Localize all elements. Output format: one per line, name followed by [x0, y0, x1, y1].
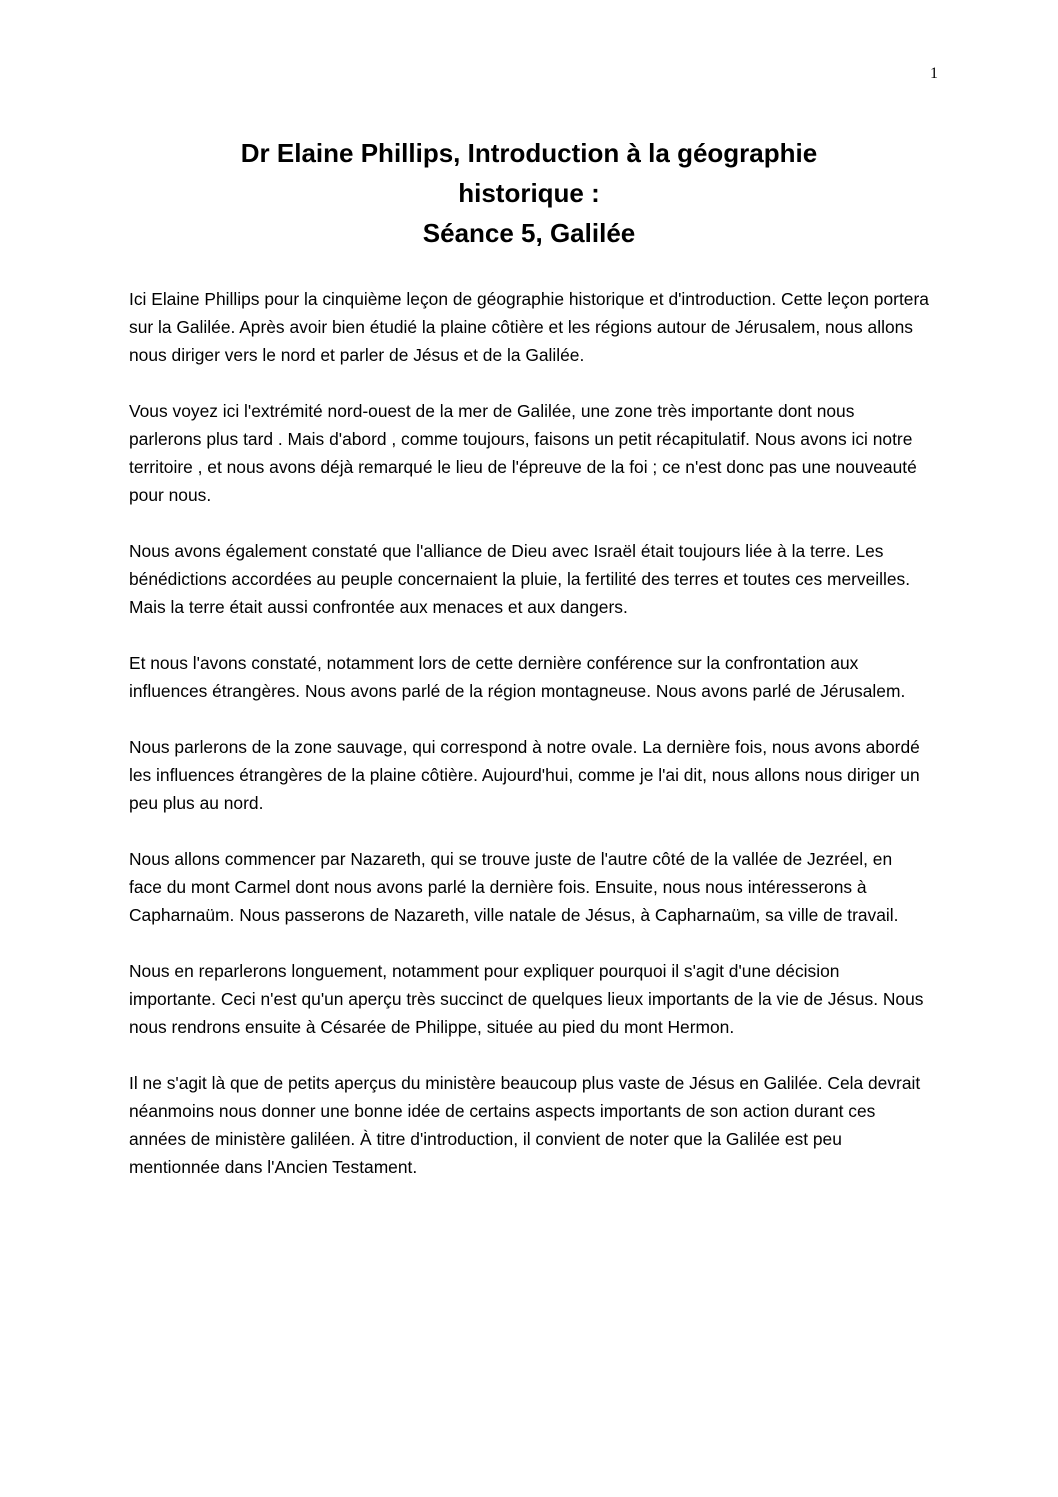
document-body	[129, 285, 929, 1209]
title-line-1: Dr Elaine Phillips, Introduction à la géographie	[240, 138, 818, 168]
paragraph-8: Il ne s'agit là que de petits aperçus du ministère beaucoup plus vaste de Jésus en Galilée. Cela devrait néanmoins nous donner une bonne idée de certains aspects importants de son action durant ces années de ministère galiléen. À titre d'introduction, il convient de noter que la Galilée est peu mentionnée dans l'Ancien Testament.	[129, 1073, 921, 1177]
paragraph-6: Nous allons commencer par Nazareth, qui se trouve juste de l'autre côté de la vallée de Jezréel, en face du mont Carmel dont nous avons parlé la dernière fois. Ensuite, nous nous intéresserons à Capharnaüm. Nous passerons de Nazareth, ville natale de Jésus, à Capharnaüm, sa ville de travail.	[129, 849, 899, 925]
page-number: 1	[930, 65, 938, 82]
paragraph-3: Nous avons également constaté que l'alliance de Dieu avec Israël était toujours liée à la terre. Les bénédictions accordées au peuple concernaient la pluie, la fertilité des terres et toutes ces merveilles. Mais la terre était aussi confrontée aux menaces et aux dangers.	[129, 541, 911, 617]
paragraph-2: Vous voyez ici l'extrémité nord-ouest de la mer de Galilée, une zone très importante dont nous parlerons plus tard . Mais d'abord , comme toujours, faisons un petit récapitulatif. Nous avons ici notre territoire , et nous avons déjà remarqué le lieu de l'épreuve de la foi ; ce n'est donc pas une nouveauté pour nous.	[129, 401, 917, 505]
paragraph-4: Et nous l'avons constaté, notamment lors de cette dernière conférence sur la confrontation aux influences étrangères. Nous avons parlé de la région montagneuse. Nous avons parlé de Jérusalem.	[129, 653, 906, 701]
document-title	[100, 133, 958, 253]
title-line-2: historique :	[458, 178, 600, 208]
paragraph-7: Nous en reparlerons longuement, notamment pour expliquer pourquoi il s'agit d'une décision importante. Ceci n'est qu'un aperçu très succinct de quelques lieux importants de la vie de Jésus. Nous nous rendrons ensuite à Césarée de Philippe, située au pied du mont Hermon.	[129, 961, 924, 1037]
paragraph-5: Nous parlerons de la zone sauvage, qui correspond à notre ovale. La dernière fois, nous avons abordé les influences étrangères de la plaine côtière. Aujourd'hui, comme je l'ai dit, nous allons nous diriger un peu plus au nord.	[129, 737, 920, 813]
paragraph-1: Ici Elaine Phillips pour la cinquième leçon de géographie historique et d'introduction. Cette leçon portera sur la Galilée. Après avoir bien étudié la plaine côtière et les régions autour de Jérusalem, nous allons nous diriger vers le nord et parler de Jésus et de la Galilée.	[129, 289, 929, 365]
title-line-3: Séance 5, Galilée	[422, 218, 636, 248]
